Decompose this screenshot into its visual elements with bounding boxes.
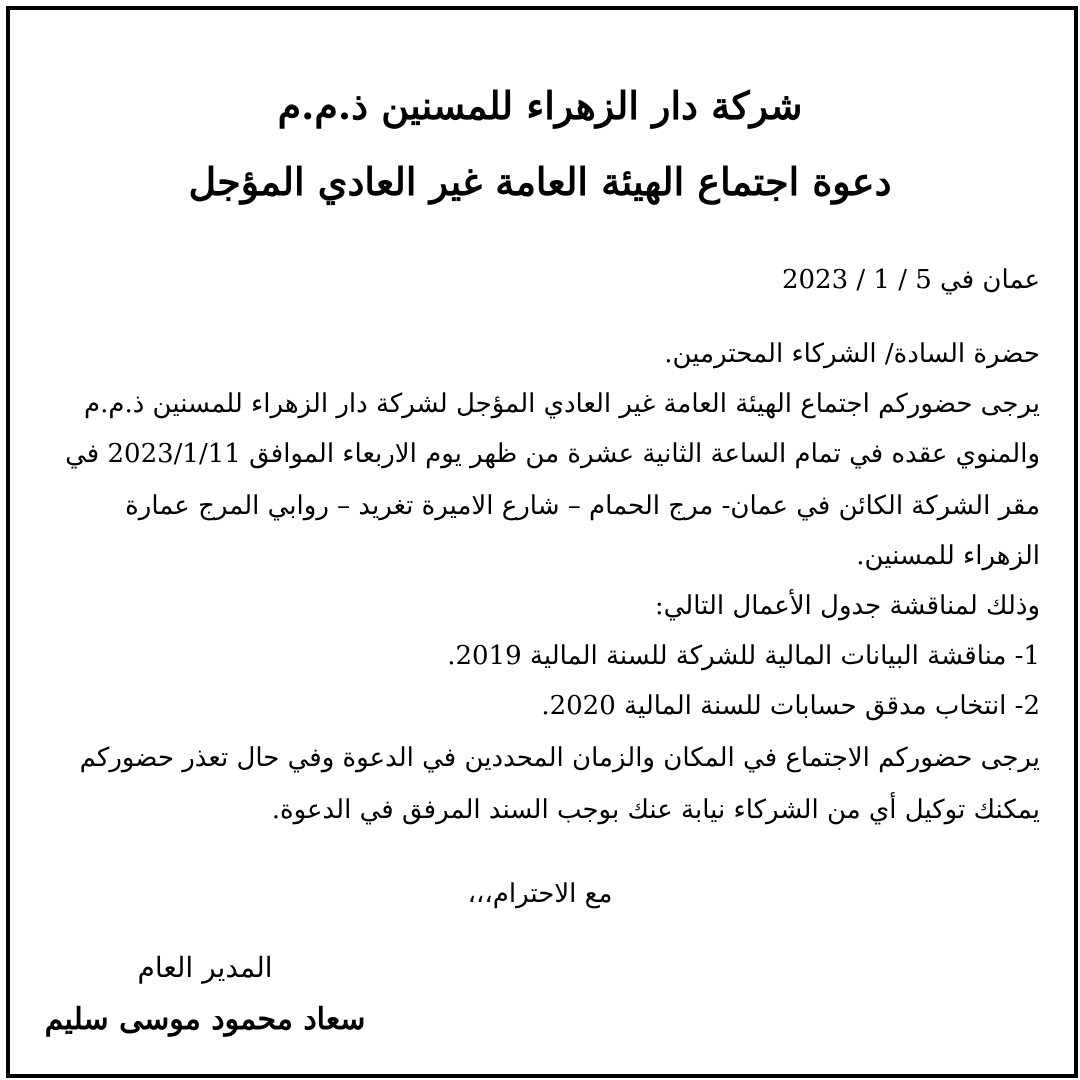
invitation-title: دعوة اجتماع الهيئة العامة غير العادي المؤجل bbox=[188, 159, 892, 204]
body-line: يرجى حضوركم اجتماع الهيئة العامة غير العادي المؤجل لشركة دار الزهراء للمسنين ذ.م.م bbox=[83, 389, 1040, 419]
agenda-intro: وذلك لمناقشة جدول الأعمال التالي: bbox=[654, 591, 1040, 621]
salutation: حضرة السادة/ الشركاء المحترمين. bbox=[664, 339, 1040, 369]
agenda-item: 1- مناقشة البيانات المالية للشركة للسنة المالية 2019. bbox=[447, 641, 1040, 671]
date-line: عمان في 5 / 1 / 2023 bbox=[781, 265, 1040, 295]
closing-line: يرجى حضوركم الاجتماع في المكان والزمان المحددين في الدعوة وفي حال تعذر حضوركم bbox=[79, 743, 1040, 773]
signatory-title: المدير العام bbox=[137, 951, 273, 984]
body-line: والمنوي عقده في تمام الساعة الثانية عشرة من ظهر يوم الاربعاء الموافق 2023/1/11 في bbox=[65, 439, 1040, 469]
regards: مع الاحترام،،، bbox=[467, 879, 613, 909]
body-line: مقر الشركة الكائن في عمان- مرج الحمام – شارع الاميرة تغريد – روابي المرج عمارة bbox=[125, 491, 1040, 521]
signatory-name: سعاد محمود موسى سليم bbox=[44, 1002, 366, 1037]
company-title: شركة دار الزهراء للمسنين ذ.م.م bbox=[277, 83, 803, 128]
body-line: الزهراء للمسنين. bbox=[856, 541, 1040, 571]
closing-line: يمكنك توكيل أي من الشركاء نيابة عنك بوجب السند المرفق في الدعوة. bbox=[271, 795, 1040, 825]
agenda-item: 2- انتخاب مدقق حسابات للسنة المالية 2020. bbox=[541, 691, 1040, 721]
